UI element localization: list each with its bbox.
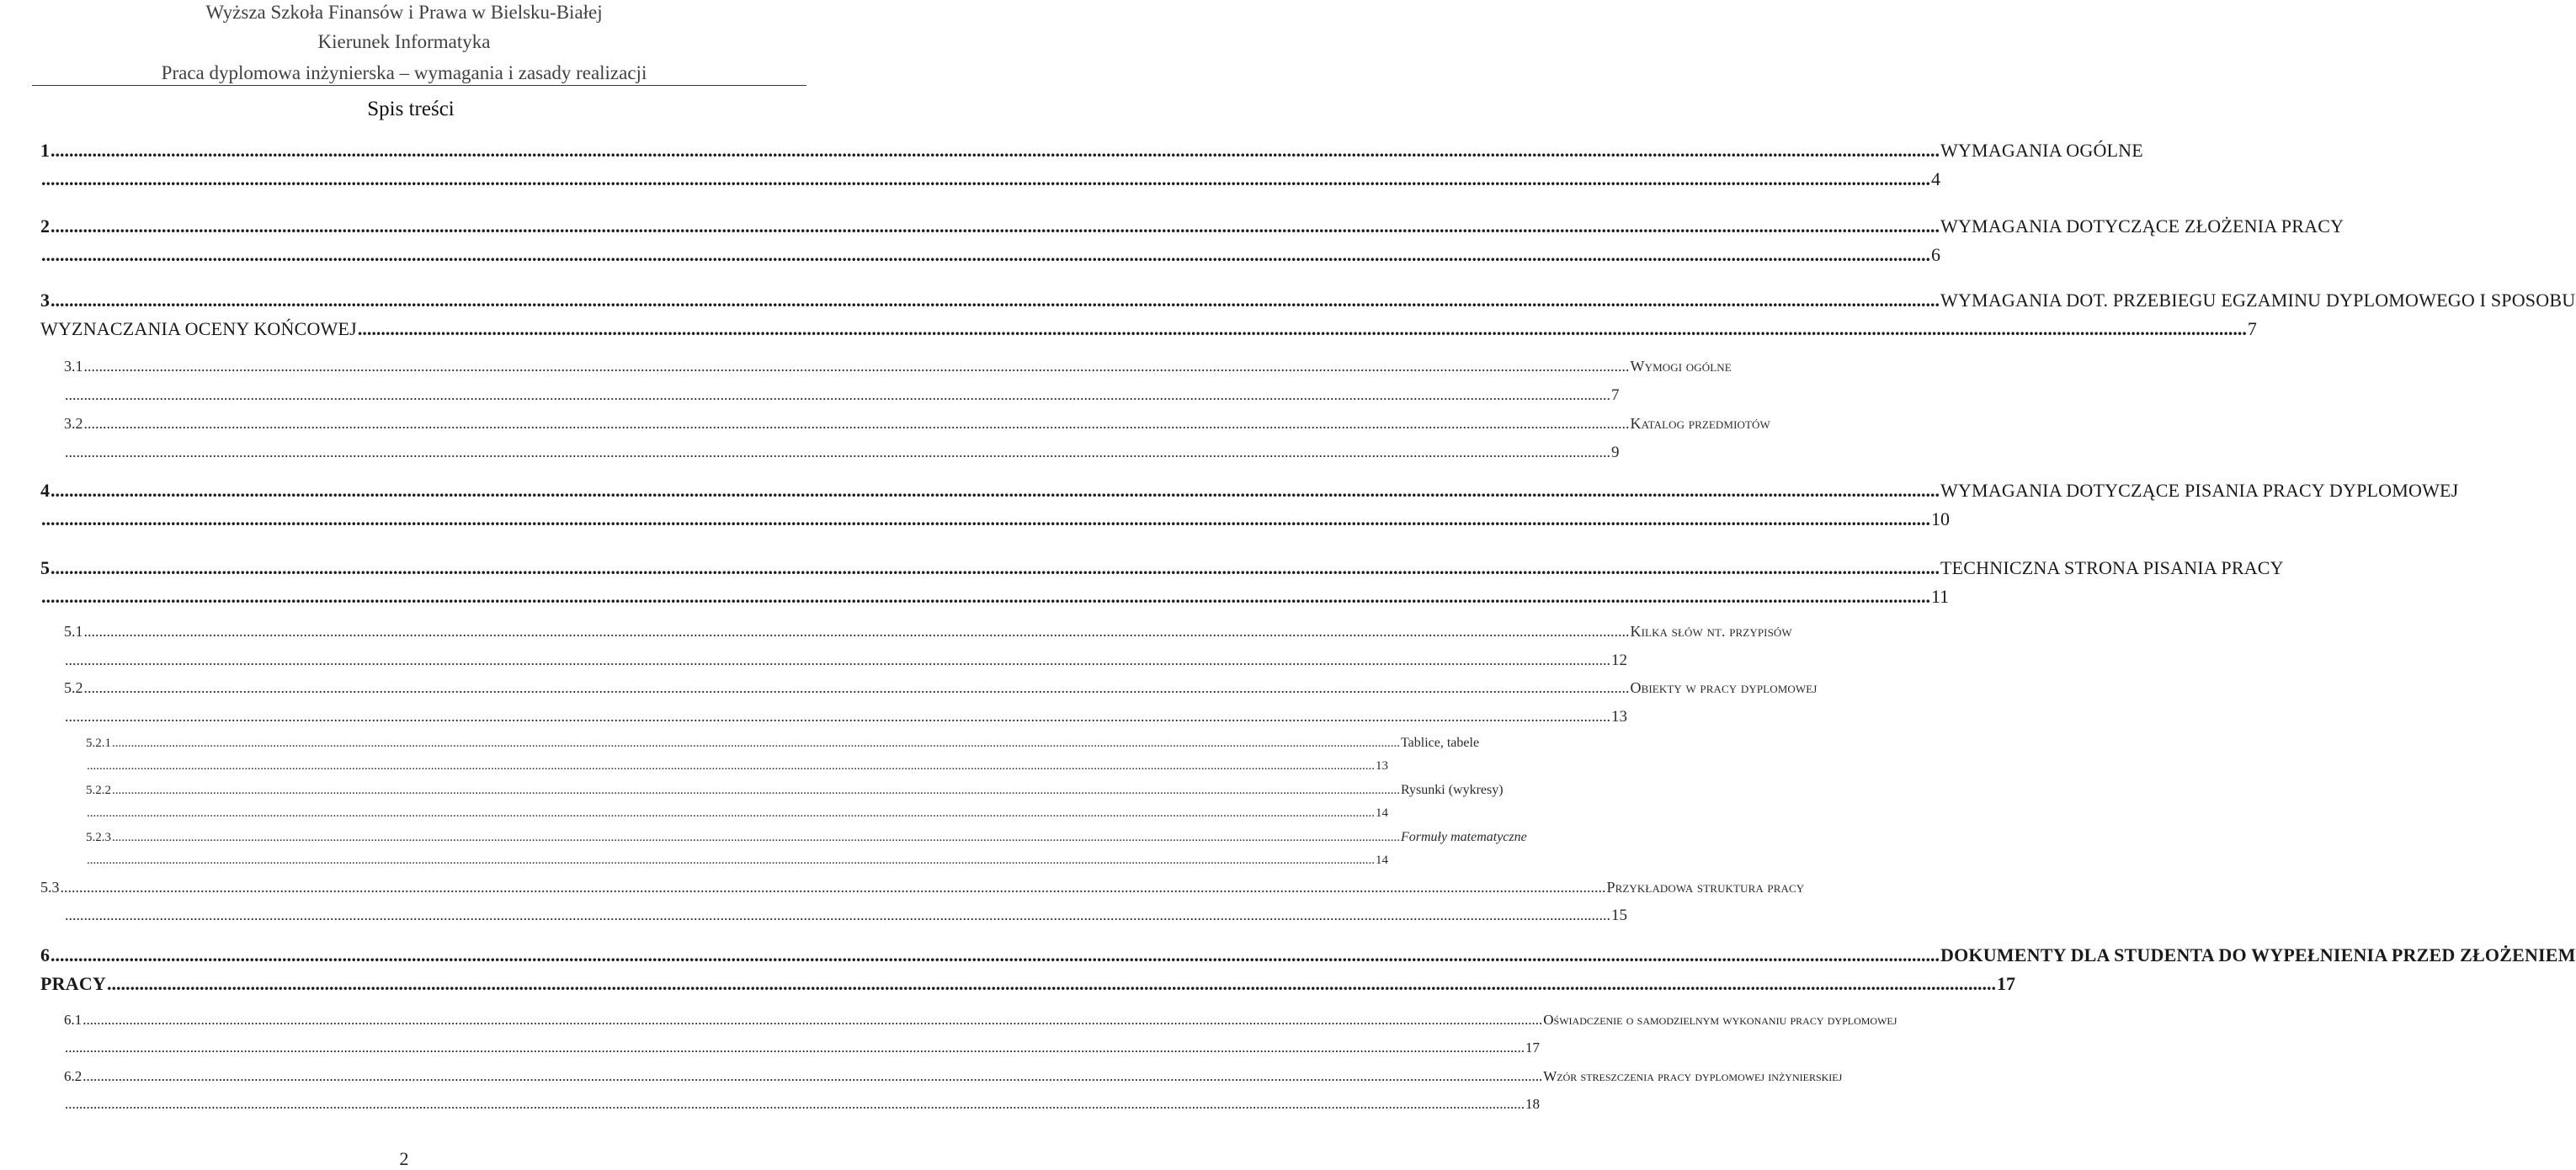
toc-entry-number: 2 (40, 215, 50, 237)
toc-leader (87, 806, 1375, 821)
toc-entry-5-2-2-line2[interactable] (86, 806, 1388, 821)
toc-leader (41, 508, 1930, 530)
toc-entry-page: 14 (1376, 806, 1388, 820)
toc-entry-label: WYMAGANIA DOTYCZĄCE PISANIA PRACY DYPLOMOWEJ (1940, 480, 2459, 501)
toc-entry-label: Przykładowa struktura pracy (1606, 879, 1805, 896)
toc-entry-number: 6.1 (64, 1012, 82, 1028)
toc-leader (82, 1068, 1542, 1085)
toc-leader (65, 907, 1610, 924)
toc-leader (41, 244, 1930, 266)
toc-entry-page: 4 (1931, 168, 1940, 189)
toc-entry-page: 10 (1931, 508, 1950, 529)
toc-leader (51, 290, 1940, 311)
toc-entry-3-line1[interactable] (40, 290, 2576, 311)
toc-entry-5-2-1-line2[interactable] (86, 759, 1388, 774)
toc-leader (84, 679, 1630, 697)
toc-entry-1-line1[interactable] (40, 140, 2143, 162)
toc-entry-number: 5.1 (64, 623, 83, 640)
toc-entry-page: 13 (1611, 708, 1627, 726)
toc-entry-5-2-line1[interactable] (64, 679, 1818, 697)
toc-entry-6-line1[interactable] (40, 944, 2576, 966)
toc-leader (358, 318, 2247, 340)
header-university: Wyższa Szkoła Finansów i Prawa w Bielsku-Białej (205, 2, 603, 23)
toc-leader (51, 140, 1940, 162)
toc-entry-page: 18 (1525, 1096, 1540, 1112)
toc-leader (82, 1012, 1542, 1029)
toc-title: Spis treści (367, 98, 455, 120)
toc-entry-2-line1[interactable] (40, 215, 2344, 237)
header-document-title: Praca dyplomowa inżynierska – wymagania i zasady realizacji (161, 62, 647, 83)
toc-entry-number: 6 (40, 944, 50, 965)
toc-entry-5-line2[interactable] (40, 586, 1950, 608)
toc-leader (84, 415, 1630, 433)
toc-leader (65, 708, 1610, 726)
toc-entry-4-line2[interactable] (40, 508, 1950, 530)
toc-entry-page: 17 (1997, 973, 2015, 994)
toc-entry-number: 3.2 (64, 415, 83, 432)
toc-leader (84, 358, 1630, 375)
toc-entry-label: TECHNICZNA STRONA PISANIA PRACY (1940, 557, 2284, 578)
toc-entry-1-line2[interactable] (40, 168, 1940, 190)
toc-entry-3-2-line2[interactable] (64, 444, 1620, 462)
toc-entry-page: 9 (1611, 444, 1620, 461)
toc-entry-5-2-3-line2[interactable] (86, 854, 1388, 868)
toc-entry-page: 7 (2247, 318, 2257, 339)
toc-leader (41, 168, 1930, 190)
toc-entry-5-line1[interactable] (40, 557, 2284, 579)
toc-entry-label: Rysunki (wykresy) (1401, 783, 1504, 797)
toc-entry-5-2-2-line1[interactable] (86, 783, 1504, 798)
toc-entry-page: 6 (1931, 244, 1940, 265)
toc-leader (65, 386, 1610, 404)
toc-entry-label: WYMAGANIA OGÓLNE (1940, 140, 2143, 161)
toc-entry-5-2-3-line1[interactable] (86, 830, 1527, 845)
toc-entry-label: WYMAGANIA DOT. PRZEBIEGU EGZAMINU DYPLOMOWEGO I SPOSOBU (1940, 290, 2576, 311)
toc-entry-number: 5.2.3 (86, 831, 111, 844)
page-number: 2 (399, 1148, 409, 1169)
toc-entry-page: 13 (1376, 759, 1388, 773)
toc-entry-6-line2[interactable] (40, 973, 2015, 995)
toc-entry-3-1-line2[interactable] (64, 386, 1620, 405)
toc-leader (61, 879, 1606, 896)
toc-leader (41, 586, 1930, 608)
toc-entry-number: 5.3 (40, 879, 60, 896)
toc-entry-6-2-line1[interactable] (64, 1068, 1843, 1085)
header-rule (32, 85, 806, 86)
toc-leader (112, 831, 1400, 845)
toc-entry-page: 12 (1611, 651, 1627, 669)
toc-entry-label: Kilka słów nt. przypisów (1630, 623, 1792, 640)
toc-entry-label-cont: PRACY (40, 973, 106, 994)
toc-entry-5-1-line1[interactable] (64, 623, 1792, 641)
toc-entry-label: Katalog przedmiotów (1630, 415, 1770, 432)
toc-entry-3-1-line1[interactable] (64, 358, 1732, 375)
toc-entry-page: 7 (1611, 386, 1620, 404)
toc-entry-number: 1 (40, 140, 50, 161)
toc-entry-3-2-line1[interactable] (64, 415, 1770, 433)
toc-leader (51, 480, 1940, 502)
toc-entry-6-1-line2[interactable] (64, 1040, 1540, 1056)
toc-entry-label: Wzór streszczenia pracy dyplomowej inżynierskiej (1543, 1068, 1843, 1084)
toc-entry-5-2-1-line1[interactable] (86, 736, 1480, 751)
toc-entry-number: 3 (40, 290, 50, 311)
toc-leader (107, 973, 1996, 995)
toc-entry-number: 5.2 (64, 679, 83, 696)
toc-entry-page: 15 (1611, 907, 1627, 924)
toc-leader (84, 623, 1630, 641)
toc-entry-number: 3.1 (64, 358, 83, 375)
toc-entry-4-line1[interactable] (40, 480, 2459, 502)
toc-entry-label: Wymogi ogólne (1630, 358, 1732, 375)
toc-entry-number: 5.2.1 (86, 737, 111, 750)
toc-entry-page: 11 (1931, 586, 1950, 607)
toc-entry-5-3-line2[interactable] (64, 907, 1627, 925)
toc-leader (65, 651, 1610, 669)
toc-leader (51, 215, 1940, 237)
toc-entry-5-3-line1[interactable] (40, 879, 1805, 896)
toc-leader (51, 557, 1940, 579)
toc-entry-label: DOKUMENTY DLA STUDENTA DO WYPEŁNIENIA PRZED ZŁOŻENIEM (1940, 944, 2576, 965)
toc-entry-number: 4 (40, 480, 50, 501)
toc-entry-6-2-line2[interactable] (64, 1096, 1540, 1113)
toc-leader (87, 759, 1375, 774)
toc-entry-3-line2[interactable] (40, 318, 2257, 340)
toc-entry-label-cont: WYZNACZANIA OCENY KOŃCOWEJ (40, 318, 357, 339)
toc-entry-label: Oświadczenie o samodzielnym wykonaniu pracy dyplomowej (1543, 1012, 1897, 1028)
toc-entry-label: Formuły matematyczne (1401, 830, 1527, 844)
toc-entry-number: 5.2.2 (86, 784, 111, 797)
toc-entry-5-2-line2[interactable] (64, 708, 1627, 726)
toc-entry-number: 5 (40, 557, 50, 578)
toc-entry-5-1-line2[interactable] (64, 651, 1627, 670)
toc-entry-label: Tablice, tabele (1401, 736, 1480, 750)
toc-entry-page: 17 (1525, 1040, 1540, 1056)
toc-entry-2-line2[interactable] (40, 244, 1940, 266)
toc-entry-label: Obiekty w pracy dyplomowej (1630, 679, 1818, 696)
toc-leader (65, 1096, 1525, 1113)
toc-leader (51, 944, 1940, 966)
toc-leader (87, 854, 1375, 868)
toc-entry-label: WYMAGANIA DOTYCZĄCE ZŁOŻENIA PRACY (1940, 215, 2344, 237)
toc-entry-page: 14 (1376, 854, 1388, 867)
toc-leader (112, 737, 1400, 751)
toc-leader (112, 784, 1400, 798)
toc-leader (65, 1040, 1525, 1056)
header-department: Kierunek Informatyka (317, 31, 491, 52)
toc-entry-6-1-line1[interactable] (64, 1012, 1897, 1029)
toc-entry-number: 6.2 (64, 1068, 82, 1084)
toc-leader (65, 444, 1610, 461)
